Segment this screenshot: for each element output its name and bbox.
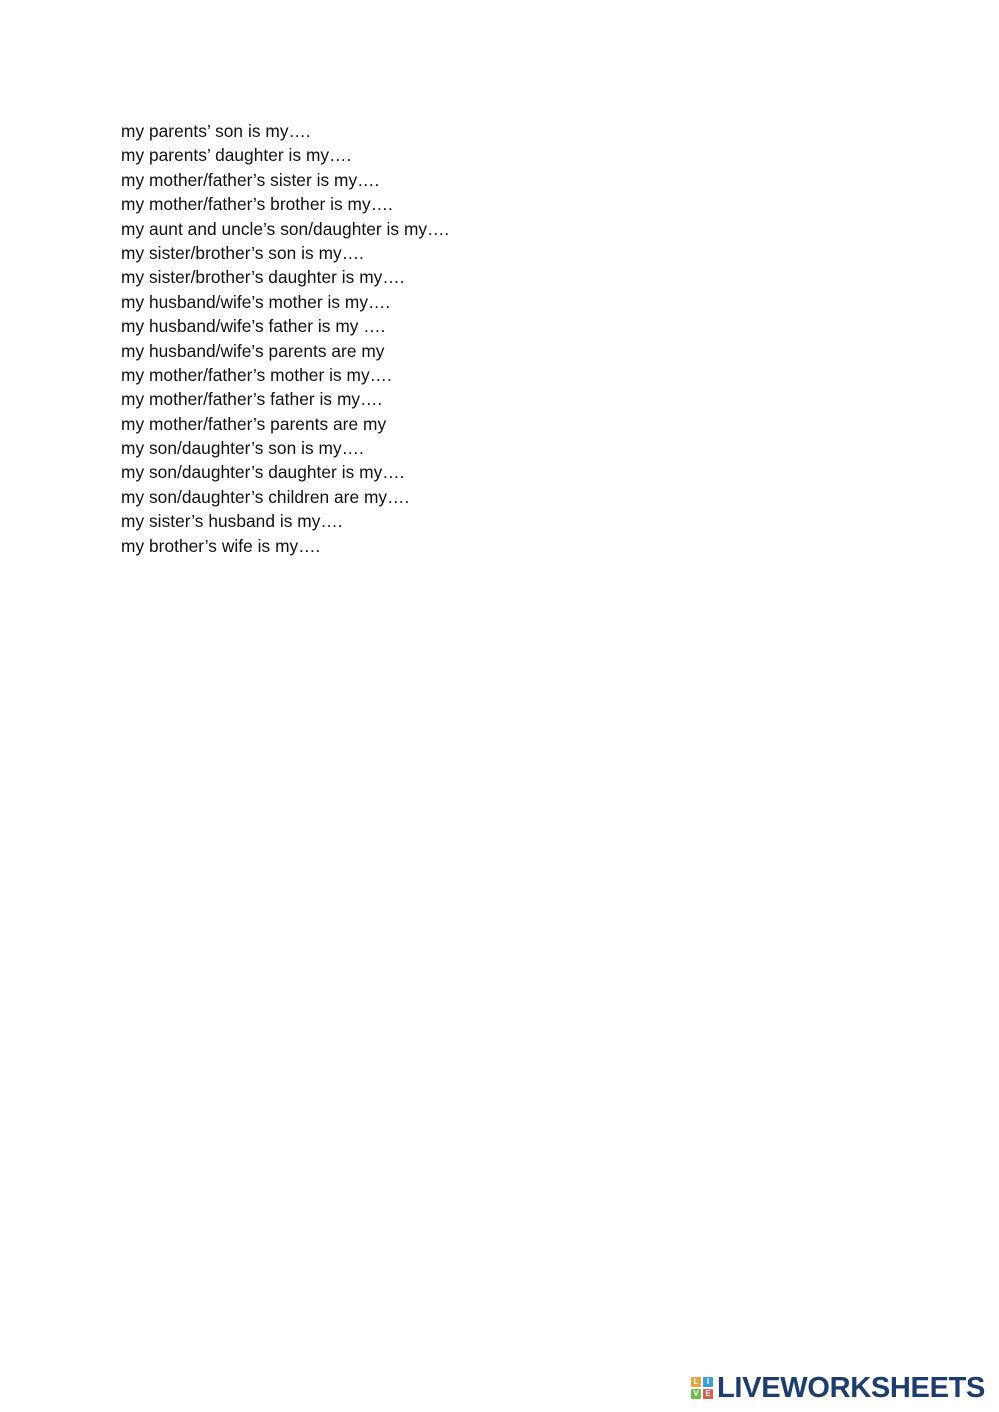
worksheet-line: my mother/father’s sister is my…. [121,169,380,190]
worksheet-line: my parents’ son is my…. [121,121,311,141]
logo-block-i: I [703,1377,713,1387]
logo-block-l: L [691,1377,701,1387]
worksheet-line: my parents’ daughter is my…. [121,145,352,166]
worksheet-line: my mother/father’s father is my…. [121,389,383,410]
worksheet-line: my brother’s wife is my…. [121,535,321,556]
worksheet-line: my husband/wife’s father is my …. [121,316,386,337]
logo-block-e: E [703,1389,713,1399]
worksheet-line: my son/daughter’s daughter is my…. [121,462,405,483]
worksheet-line: my sister’s husband is my…. [121,511,343,532]
brand-name: LIVEWORKSHEETS [717,1371,986,1404]
worksheet-question-list [121,119,449,558]
logo-block-v: V [691,1389,701,1399]
worksheet-line: my son/daughter’s children are my…. [121,486,410,507]
worksheet-line: my son/daughter’s son is my…. [121,438,364,459]
worksheet-line: my sister/brother’s daughter is my…. [121,267,405,288]
live-blocks-icon [691,1377,713,1399]
worksheet-line: my sister/brother’s son is my…. [121,242,364,263]
worksheet-line: my mother/father’s parents are my [121,413,387,434]
worksheet-line: my mother/father’s brother is my…. [121,194,393,215]
worksheet-line: my mother/father’s mother is my…. [121,364,392,385]
worksheet-line: my husband/wife’s parents are my [121,340,385,361]
liveworksheets-logo [691,1373,985,1403]
worksheet-line: my aunt and uncle’s son/daughter is my…. [121,218,450,239]
worksheet-line: my husband/wife’s mother is my…. [121,291,391,312]
